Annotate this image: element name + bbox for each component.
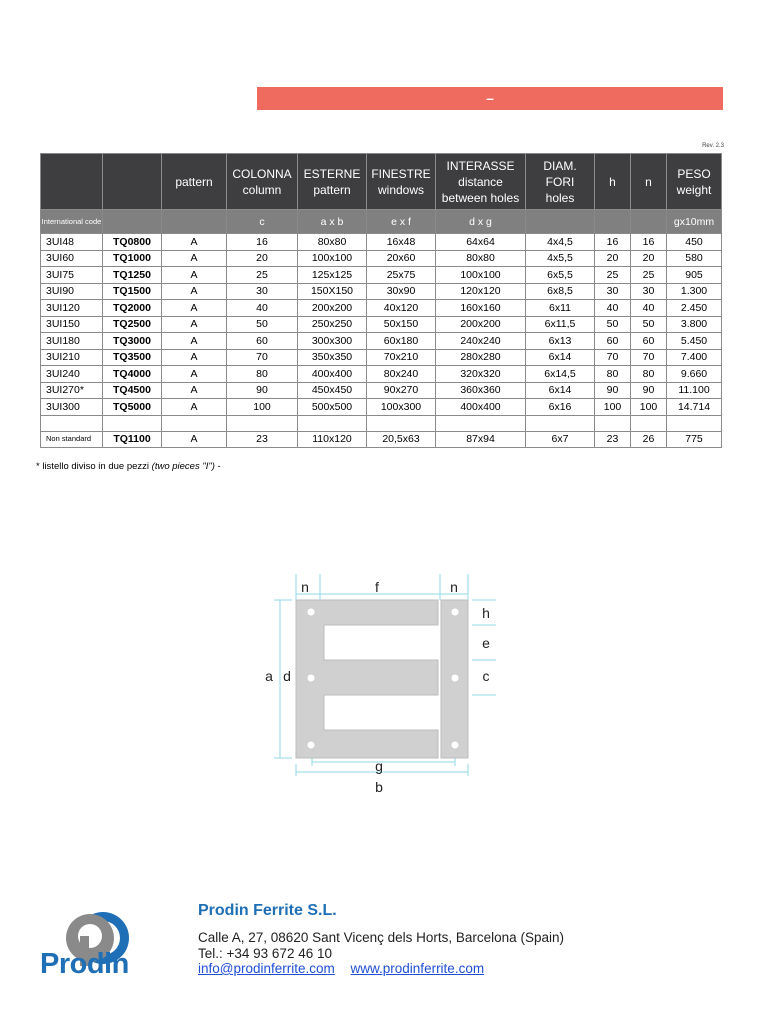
table-cell: [41, 415, 103, 431]
label-g: g: [375, 758, 383, 774]
table-cell: 90: [631, 382, 667, 399]
table-cell: 20: [631, 250, 667, 267]
table-cell: 100: [631, 399, 667, 416]
header-cell: [103, 154, 162, 210]
unit-cell: c: [227, 210, 298, 234]
label-c: c: [482, 668, 490, 684]
label-n-left: n: [301, 579, 309, 595]
table-cell: 23: [595, 431, 631, 448]
table-cell: [667, 415, 722, 431]
company-links: [198, 961, 496, 976]
footnote: [36, 461, 221, 472]
label-a: a: [265, 668, 273, 684]
header-cell: COLONNA column: [227, 154, 298, 210]
table-cell: A: [162, 431, 227, 448]
table-cell: A: [162, 382, 227, 399]
header-cell: DIAM. FORI holes: [526, 154, 595, 210]
table-cell: Non standard: [41, 431, 103, 448]
table-cell: 400x400: [298, 366, 367, 383]
table-cell: 70: [595, 349, 631, 366]
table-cell: 6x14,5: [526, 366, 595, 383]
table-cell: 250x250: [298, 316, 367, 333]
header-cell: h: [595, 154, 631, 210]
table-cell: 450x450: [298, 382, 367, 399]
table-cell: 120x120: [436, 283, 526, 300]
table-cell: 2.450: [667, 300, 722, 317]
header-row-units: [41, 210, 722, 234]
table-cell: 100: [227, 399, 298, 416]
nonstandard-row: [41, 431, 722, 448]
table-row: [41, 267, 722, 284]
table-cell: 240x240: [436, 333, 526, 350]
table-cell: [227, 415, 298, 431]
table-cell: 30: [631, 283, 667, 300]
table-cell: 125x125: [298, 267, 367, 284]
blank-row: [41, 415, 722, 431]
table-cell: A: [162, 333, 227, 350]
unit-cell: [162, 210, 227, 234]
unit-cell: d x g: [436, 210, 526, 234]
unit-cell: a x b: [298, 210, 367, 234]
company-address: Calle A, 27, 08620 Sant Vicenç dels Horts, Barcelona (Spain): [198, 930, 564, 945]
table-cell: 50: [631, 316, 667, 333]
table-cell: 25: [631, 267, 667, 284]
table-cell: 40x120: [367, 300, 436, 317]
table-cell: 70x210: [367, 349, 436, 366]
table-cell: 3UI90: [41, 283, 103, 300]
revision-label: Rev. 2.3: [702, 143, 724, 149]
table-cell: TQ1250: [103, 267, 162, 284]
table-cell: 50: [227, 316, 298, 333]
email-link[interactable]: info@prodinferrite.com: [198, 961, 335, 976]
company-name: Prodin Ferrite S.L.: [198, 902, 337, 919]
table-row: [41, 283, 722, 300]
table-cell: 6x14: [526, 349, 595, 366]
table-body: [41, 234, 722, 448]
table-cell: TQ3000: [103, 333, 162, 350]
table-cell: TQ4000: [103, 366, 162, 383]
table-cell: 25: [595, 267, 631, 284]
unit-cell: International code: [41, 210, 103, 234]
table-cell: [103, 415, 162, 431]
unit-cell: [103, 210, 162, 234]
table-cell: 20x60: [367, 250, 436, 267]
label-n-right: n: [450, 579, 458, 595]
table-cell: 4x4,5: [526, 234, 595, 251]
footnote-text: * listello diviso in due pezzi: [36, 461, 152, 472]
table-cell: 500x500: [298, 399, 367, 416]
table-cell: 6x11: [526, 300, 595, 317]
table-row: [41, 300, 722, 317]
header-cell: FINESTRE windows: [367, 154, 436, 210]
table-cell: 6x7: [526, 431, 595, 448]
unit-cell: gx10mm: [667, 210, 722, 234]
footnote-tail: -: [214, 461, 221, 472]
table-cell: 80: [631, 366, 667, 383]
table-row: [41, 366, 722, 383]
table-cell: 23: [227, 431, 298, 448]
label-h: h: [482, 605, 490, 621]
table-row: [41, 399, 722, 416]
table-cell: 60: [595, 333, 631, 350]
table-cell: 26: [631, 431, 667, 448]
table-cell: TQ5000: [103, 399, 162, 416]
header-cell: pattern: [162, 154, 227, 210]
table-cell: 3UI180: [41, 333, 103, 350]
table-cell: 100x100: [298, 250, 367, 267]
header-cell: ESTERNE pattern: [298, 154, 367, 210]
table-cell: 80x240: [367, 366, 436, 383]
table-cell: [595, 415, 631, 431]
unit-cell: [526, 210, 595, 234]
table-cell: 60: [631, 333, 667, 350]
header-cell: n: [631, 154, 667, 210]
table-cell: 20,5x63: [367, 431, 436, 448]
table-cell: A: [162, 267, 227, 284]
table-cell: 16: [227, 234, 298, 251]
table-cell: A: [162, 399, 227, 416]
table-cell: 200x200: [436, 316, 526, 333]
table-cell: 3UI300: [41, 399, 103, 416]
logo-text: Prodin: [40, 948, 129, 980]
table-cell: 6x13: [526, 333, 595, 350]
table-cell: 100: [595, 399, 631, 416]
header-row-main: [41, 154, 722, 210]
table-cell: 30: [227, 283, 298, 300]
table-cell: 90x270: [367, 382, 436, 399]
table-cell: 80: [227, 366, 298, 383]
table-cell: 5.450: [667, 333, 722, 350]
table-cell: 16: [631, 234, 667, 251]
table-cell: 3.800: [667, 316, 722, 333]
unit-cell: [595, 210, 631, 234]
table-cell: 64x64: [436, 234, 526, 251]
table-cell: TQ0800: [103, 234, 162, 251]
table-cell: 100x300: [367, 399, 436, 416]
table-cell: A: [162, 300, 227, 317]
table-cell: 775: [667, 431, 722, 448]
table-cell: 90: [227, 382, 298, 399]
table-cell: 40: [595, 300, 631, 317]
table-cell: 110x120: [298, 431, 367, 448]
table-cell: A: [162, 234, 227, 251]
table-cell: 6x14: [526, 382, 595, 399]
table-cell: 7.400: [667, 349, 722, 366]
table-cell: A: [162, 316, 227, 333]
label-e: e: [482, 635, 490, 651]
table-cell: 70: [631, 349, 667, 366]
table-cell: TQ1100: [103, 431, 162, 448]
table-row: [41, 316, 722, 333]
table-cell: 50x150: [367, 316, 436, 333]
header-cell: [41, 154, 103, 210]
table-cell: 3UI48: [41, 234, 103, 251]
table-cell: 3UI60: [41, 250, 103, 267]
table-cell: TQ4500: [103, 382, 162, 399]
title-bar: [257, 87, 723, 110]
table-cell: [631, 415, 667, 431]
table-cell: 6x5,5: [526, 267, 595, 284]
header-cell: PESO weight: [667, 154, 722, 210]
table-cell: TQ2500: [103, 316, 162, 333]
label-d: d: [283, 668, 291, 684]
table-cell: 3UI240: [41, 366, 103, 383]
company-phone: Tel.: +34 93 672 46 10: [198, 946, 332, 961]
ui-core-diagram: [250, 570, 510, 810]
table-cell: 300x300: [298, 333, 367, 350]
company-address-block: [198, 930, 564, 962]
table-cell: 90: [595, 382, 631, 399]
table-cell: TQ1000: [103, 250, 162, 267]
table-cell: A: [162, 283, 227, 300]
table-cell: 320x320: [436, 366, 526, 383]
table-cell: TQ3500: [103, 349, 162, 366]
table-cell: 25x75: [367, 267, 436, 284]
table-cell: 3UI150: [41, 316, 103, 333]
table-cell: 400x400: [436, 399, 526, 416]
spec-table: [40, 153, 722, 448]
table-cell: 450: [667, 234, 722, 251]
table-cell: 11.100: [667, 382, 722, 399]
table-cell: 280x280: [436, 349, 526, 366]
unit-cell: [631, 210, 667, 234]
table-cell: TQ1500: [103, 283, 162, 300]
table-cell: [367, 415, 436, 431]
table-cell: 80x80: [298, 234, 367, 251]
table-cell: 3UI75: [41, 267, 103, 284]
table-row: [41, 250, 722, 267]
table-cell: 6x16: [526, 399, 595, 416]
table-cell: 40: [227, 300, 298, 317]
table-cell: 3UI270*: [41, 382, 103, 399]
label-b: b: [375, 779, 383, 795]
unit-cell: e x f: [367, 210, 436, 234]
table-cell: [526, 415, 595, 431]
table-cell: 40: [631, 300, 667, 317]
table-cell: 80: [595, 366, 631, 383]
table-cell: 30: [595, 283, 631, 300]
table-cell: 30x90: [367, 283, 436, 300]
table-row: [41, 382, 722, 399]
table-cell: 350x350: [298, 349, 367, 366]
website-link[interactable]: www.prodinferrite.com: [350, 961, 485, 976]
header-cell: INTERASSE distance between holes: [436, 154, 526, 210]
table-cell: 150X150: [298, 283, 367, 300]
table-row: [41, 234, 722, 251]
table-cell: 4x5,5: [526, 250, 595, 267]
table-cell: 160x160: [436, 300, 526, 317]
table-cell: 3UI120: [41, 300, 103, 317]
table-cell: 87x94: [436, 431, 526, 448]
table-cell: A: [162, 349, 227, 366]
table-cell: 6x11,5: [526, 316, 595, 333]
table-cell: A: [162, 366, 227, 383]
table-cell: 9.660: [667, 366, 722, 383]
table-cell: TQ2000: [103, 300, 162, 317]
table-cell: 25: [227, 267, 298, 284]
table-cell: [298, 415, 367, 431]
table-cell: 14.714: [667, 399, 722, 416]
table-cell: A: [162, 250, 227, 267]
table-cell: 16x48: [367, 234, 436, 251]
table-cell: 60: [227, 333, 298, 350]
table-cell: 1.300: [667, 283, 722, 300]
table-cell: 50: [595, 316, 631, 333]
page-title: –: [486, 90, 494, 106]
label-f: f: [375, 579, 379, 595]
table-cell: [162, 415, 227, 431]
footnote-italic: (two pieces "I"): [151, 461, 215, 472]
table-cell: 20: [227, 250, 298, 267]
table-row: [41, 333, 722, 350]
table-row: [41, 349, 722, 366]
table-cell: 360x360: [436, 382, 526, 399]
table-cell: 580: [667, 250, 722, 267]
table-cell: 60x180: [367, 333, 436, 350]
table-cell: 3UI210: [41, 349, 103, 366]
table-cell: 200x200: [298, 300, 367, 317]
table-cell: 905: [667, 267, 722, 284]
table-cell: 6x8,5: [526, 283, 595, 300]
table-cell: [436, 415, 526, 431]
table-cell: 16: [595, 234, 631, 251]
table-cell: 20: [595, 250, 631, 267]
table-cell: 80x80: [436, 250, 526, 267]
table-cell: 100x100: [436, 267, 526, 284]
e-core-shape: [296, 600, 438, 758]
table-cell: 70: [227, 349, 298, 366]
